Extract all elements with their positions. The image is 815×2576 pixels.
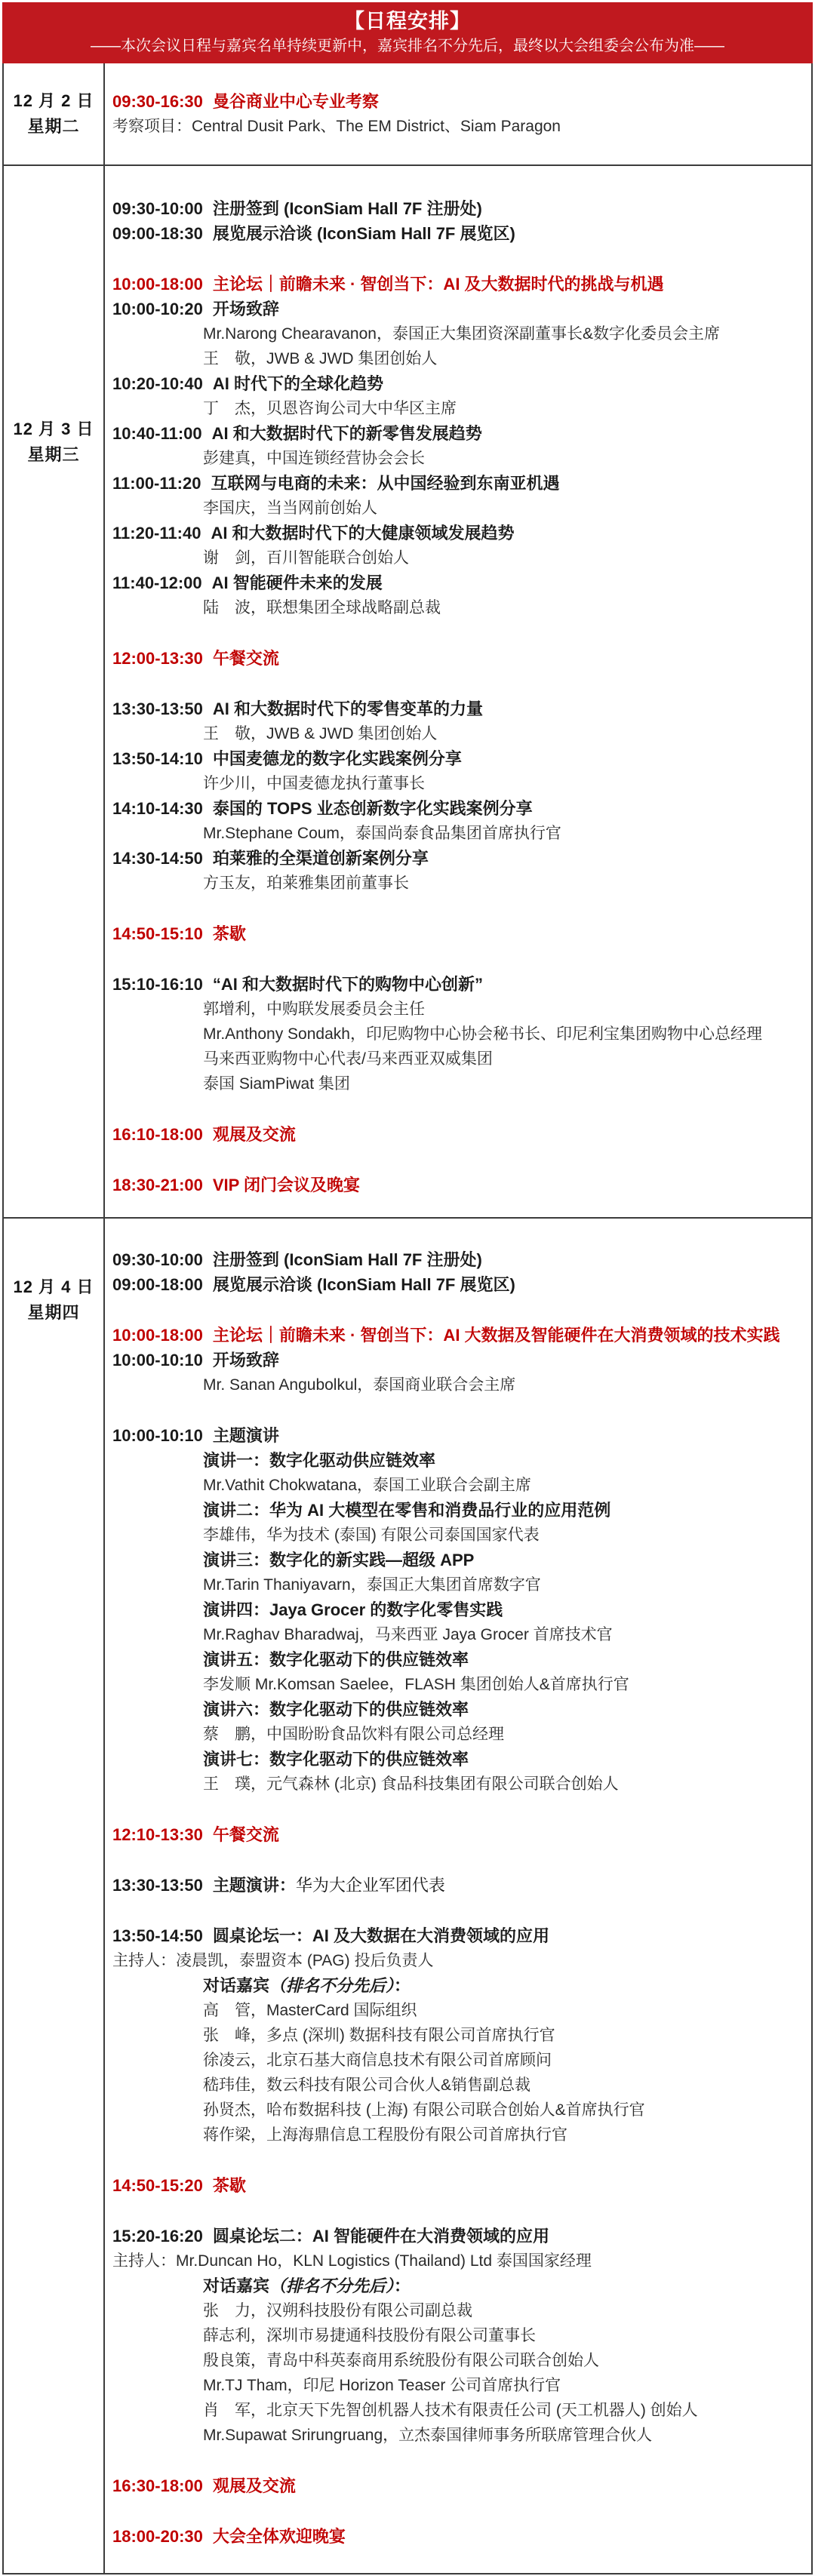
- speaker-name: 李发顺 Mr.Komsan Saelee，FLASH 集团创始人&首席执行官: [203, 1676, 629, 1693]
- ranking-note: （排名不分先后）: [269, 1976, 395, 1995]
- speaker-name: 蒋作梁，上海海鼎信息工程股份有限公司首席执行官: [203, 2126, 567, 2144]
- time-label: 11:40-12:00: [112, 573, 202, 592]
- agenda-line: [203, 1548, 805, 1572]
- session-title: 演讲二：华为 AI 大模型在零售和消费品行业的应用范例: [203, 1501, 611, 1520]
- speaker-name: 王 璞，元气森林 (北京) 食品科技集团有限公司联合创始人: [203, 1775, 619, 1793]
- agenda-line: [112, 2524, 805, 2549]
- time-label: 13:30-13:50: [112, 699, 203, 718]
- speaker-name: 泰国 SiamPiwat 集团: [203, 1075, 350, 1093]
- agenda-line: [203, 2373, 805, 2398]
- agenda-line: [112, 1122, 805, 1147]
- agenda-line: [203, 2098, 805, 2123]
- session-title: 演讲七：数字化驱动下的供应链效率: [203, 1750, 469, 1769]
- agenda-line: [112, 272, 805, 297]
- schedule-table: [2, 63, 813, 2574]
- speaker-name: Mr.Vathit Chokwatana，泰国工业联合会副主席: [203, 1477, 531, 1494]
- session-title: 午餐交流: [212, 1825, 279, 1844]
- schedule-title: 【日程安排】: [344, 10, 471, 32]
- agenda-line: [203, 2298, 805, 2323]
- time-label: 15:10-16:10: [112, 975, 203, 994]
- agenda-line: [203, 2398, 805, 2423]
- time-label: 16:30-18:00: [112, 2476, 203, 2495]
- time-label: 13:30-13:50: [112, 1876, 203, 1895]
- session-title: 观展及交流: [212, 1125, 296, 1144]
- weekday-text: 星期三: [27, 445, 80, 464]
- agenda-line: [203, 1071, 805, 1096]
- date-cell: [4, 166, 105, 1217]
- speaker-name: Mr.TJ Tham，印尼 Horizon Teaser 公司首席执行官: [203, 2377, 561, 2394]
- agenda-line: [203, 721, 805, 746]
- time-label: 18:30-21:00: [112, 1176, 203, 1194]
- date-text: 12 月 4 日: [13, 1277, 94, 1296]
- agenda-line: [112, 1323, 805, 1348]
- agenda-line: [203, 1998, 805, 2023]
- agenda-line: [112, 796, 805, 821]
- time-label: 09:30-16:30: [112, 92, 203, 111]
- speaker-name: 彭建真，中国连锁经营协会会长: [203, 450, 425, 467]
- agenda-line: [203, 821, 805, 846]
- agenda-line: [112, 521, 805, 546]
- agenda-line: [112, 1247, 805, 1272]
- time-label: 09:00-18:30: [112, 224, 203, 243]
- time-label: 10:20-10:40: [112, 374, 203, 393]
- speaker-name: 徐凌云，北京石基大商信息技术有限公司首席顾问: [203, 2052, 552, 2069]
- agenda-line: [203, 871, 805, 896]
- session-title: 主论坛｜前瞻未来 · 智创当下：AI 大数据及智能硬件在大消费领域的技术实践: [212, 1326, 780, 1345]
- ranking-note: （排名不分先后）: [269, 2276, 395, 2295]
- speaker-name: Mr.Narong Chearavanon，泰国正大集团资深副董事长&数字化委员会主席: [203, 325, 720, 343]
- speaker-name: 陆 波，联想集团全球战略副总裁: [203, 599, 441, 616]
- agenda-line: [112, 371, 805, 396]
- agenda-line: [112, 221, 805, 246]
- agenda-line: [203, 396, 805, 421]
- speaker-name: 孙贤杰，哈布数据科技 (上海) 有限公司联合创始人&首席执行官: [203, 2101, 645, 2119]
- session-title: 注册签到 (IconSiam Hall 7F 注册处): [212, 199, 482, 218]
- session-title: 中国麦德龙的数字化实践案例分享: [212, 749, 462, 768]
- agenda-line: [203, 2348, 805, 2373]
- agenda-line: [112, 297, 805, 321]
- agenda-line: [112, 1348, 805, 1373]
- session-title: 演讲六：数字化驱动下的供应链效率: [203, 1700, 469, 1719]
- speaker-name: 马来西亚购物中心代表/马来西亚双威集团: [203, 1050, 493, 1068]
- agenda-line: [203, 2048, 805, 2073]
- date-cell: [4, 63, 105, 164]
- session-title: 主题演讲：: [212, 1876, 296, 1895]
- agenda-line: [203, 771, 805, 796]
- agenda-line: [112, 2473, 805, 2498]
- agenda-line: [203, 1373, 805, 1397]
- date-text: 12 月 3 日: [13, 420, 94, 438]
- session-title: 茶歇: [212, 2176, 246, 2195]
- speaker-name: 殷良策，青岛中科英泰商用系统股份有限公司联合创始人: [203, 2352, 599, 2369]
- agenda-line: [203, 1647, 805, 1672]
- speaker-name: 郭增利，中购联发展委员会主任: [203, 1001, 425, 1018]
- agenda-line: [112, 2224, 805, 2249]
- session-title: “AI 和大数据时代下的购物中心创新”: [212, 975, 483, 994]
- weekday-text: 星期二: [27, 117, 80, 136]
- agenda-line: [112, 1822, 805, 1847]
- agenda-line: [112, 114, 805, 139]
- time-label: 10:00-10:10: [112, 1426, 203, 1445]
- time-label: 14:30-14:50: [112, 849, 203, 868]
- agenda-line: [112, 1173, 805, 1197]
- time-label: 10:40-11:00: [112, 424, 202, 443]
- session-title: 演讲四：Jaya Grocer 的数字化零售实践: [203, 1600, 503, 1619]
- session-title: 大会全体欢迎晚宴: [212, 2527, 346, 2546]
- session-title: 开场致辞: [212, 1351, 279, 1369]
- day-agenda: [105, 1219, 811, 2573]
- time-label: 16:10-18:00: [112, 1125, 203, 1144]
- speaker-name: 丁 杰，贝恩咨询公司大中华区主席: [203, 400, 457, 417]
- agenda-line: [203, 1597, 805, 1622]
- time-label: 09:00-18:00: [112, 1275, 203, 1294]
- date-text: 12 月 2 日: [13, 91, 94, 110]
- agenda-line: [203, 1022, 805, 1047]
- session-title: 曼谷商业中心专业考察: [212, 92, 379, 111]
- time-label: 12:10-13:30: [112, 1825, 203, 1844]
- speaker-name: Mr. Sanan Angubolkul，泰国商业联合会主席: [203, 1376, 516, 1394]
- agenda-line: [203, 1973, 805, 1998]
- speaker-name: 肖 军，北京天下先智创机器人技术有限责任公司 (天工机器人) 创始人: [203, 2402, 698, 2419]
- speaker-name: 张 峰，多点 (深圳) 数据科技有限公司首席执行官: [203, 2027, 555, 2044]
- session-title: 圆桌论坛一：AI 及大数据在大消费领域的应用: [212, 1926, 549, 1945]
- agenda-line: [112, 846, 805, 871]
- day-agenda: [105, 63, 811, 164]
- agenda-line: [112, 196, 805, 221]
- agenda-line: [112, 646, 805, 671]
- time-label: 15:20-16:20: [112, 2227, 203, 2246]
- speaker-name: 华为大企业军团代表: [295, 1876, 445, 1895]
- agenda-line: [203, 2073, 805, 2098]
- agenda-line: [112, 696, 805, 721]
- agenda-line: [203, 1473, 805, 1498]
- day-agenda: [105, 166, 811, 1217]
- speaker-name: Mr.Stephane Coum，泰国尚泰食品集团首席执行官: [203, 825, 561, 842]
- date-cell: [4, 1219, 105, 2573]
- time-label: 11:20-11:40: [112, 524, 201, 543]
- time-label: 09:30-10:00: [112, 199, 203, 218]
- time-label: 10:00-10:10: [112, 1351, 203, 1369]
- speaker-name: 张 力，汉朔科技股份有限公司副总裁: [203, 2302, 472, 2319]
- schedule-document: [2, 0, 813, 2574]
- session-title: 对话嘉宾: [203, 2276, 270, 2295]
- agenda-line: [203, 2123, 805, 2147]
- speaker-name: 方玉友，珀莱雅集团前董事长: [203, 875, 409, 892]
- agenda-line: [203, 1047, 805, 1071]
- session-title: 展览展示洽谈 (IconSiam Hall 7F 展览区): [212, 224, 515, 243]
- agenda-line: [112, 570, 805, 595]
- agenda-line: [112, 1272, 805, 1297]
- agenda-line: [203, 1747, 805, 1772]
- time-label: 12:00-13:30: [112, 649, 203, 668]
- session-title: 注册签到 (IconSiam Hall 7F 注册处): [212, 1250, 482, 1269]
- agenda-line: [203, 1722, 805, 1747]
- agenda-line: [203, 997, 805, 1022]
- speaker-name: 李国庆，当当网前创始人: [203, 500, 377, 517]
- speaker-name: Mr.Raghav Bharadwaj，马来西亚 Jaya Grocer 首席技术官: [203, 1626, 613, 1643]
- agenda-line: [203, 1672, 805, 1697]
- speaker-name: 蔡 鹏，中国盼盼食品饮料有限公司总经理: [203, 1726, 504, 1743]
- agenda-line: [112, 1873, 805, 1898]
- session-title: AI 和大数据时代下的大健康领域发展趋势: [211, 524, 515, 543]
- session-title: 演讲五：数字化驱动下的供应链效率: [203, 1650, 469, 1669]
- session-title: 主论坛｜前瞻未来 · 智创当下：AI 及大数据时代的挑战与机遇: [212, 275, 664, 294]
- agenda-line: [112, 921, 805, 946]
- speaker-name: Mr.Supawat Srirungruang，立杰泰国律师事务所联席管理合伙人: [203, 2427, 653, 2444]
- agenda-line: [203, 2423, 805, 2448]
- agenda-line: [203, 1697, 805, 1722]
- weekday-text: 星期四: [27, 1303, 80, 1322]
- session-title: 开场致辞: [212, 300, 279, 318]
- agenda-line: [112, 2173, 805, 2198]
- session-title: AI 时代下的全球化趋势: [212, 374, 383, 393]
- agenda-line: [112, 421, 805, 446]
- speaker-name: 主持人：Mr.Duncan Ho，KLN Logistics (Thailand) Ltd 泰国国家经理: [112, 2252, 592, 2270]
- speaker-name: 主持人：凌晨凯，泰盟资本 (PAG) 投后负责人: [112, 1952, 434, 1969]
- speaker-name: 考察项目：Central Dusit Park、The EM District、Siam Paragon: [112, 118, 561, 135]
- session-title: 主题演讲: [212, 1426, 279, 1445]
- speaker-name: 王 敬，JWB & JWD 集团创始人: [203, 350, 438, 367]
- time-label: 10:00-18:00: [112, 1326, 203, 1345]
- session-title: 展览展示洽谈 (IconSiam Hall 7F 展览区): [212, 1275, 515, 1294]
- agenda-line: [203, 1498, 805, 1523]
- time-label: 13:50-14:50: [112, 1926, 203, 1945]
- agenda-line: [203, 1572, 805, 1597]
- session-title: 茶歇: [212, 924, 246, 943]
- session-title: 观展及交流: [212, 2476, 296, 2495]
- time-label: 10:00-18:00: [112, 275, 203, 294]
- session-title: ：: [394, 1976, 411, 1995]
- speaker-name: Mr.Anthony Sondakh，印尼购物中心协会秘书长、印尼利宝集团购物中心总经理: [203, 1025, 762, 1043]
- time-label: 13:50-14:10: [112, 749, 203, 768]
- session-title: 午餐交流: [212, 649, 279, 668]
- time-label: 11:00-11:20: [112, 474, 201, 493]
- agenda-line: [112, 1923, 805, 1948]
- speaker-name: 谢 剑，百川智能联合创始人: [203, 549, 409, 567]
- agenda-line: [112, 89, 805, 114]
- session-title: 泰国的 TOPS 业态创新数字化实践案例分享: [212, 799, 533, 818]
- time-label: 14:50-15:10: [112, 924, 203, 943]
- day-row: [4, 164, 811, 1217]
- agenda-line: [203, 2023, 805, 2048]
- agenda-line: [203, 1523, 805, 1548]
- session-title: 珀莱雅的全渠道创新案例分享: [212, 849, 429, 868]
- schedule-subtitle: ——本次会议日程与嘉宾名单持续更新中，嘉宾排名不分先后，最终以大会组委会公布为准——: [91, 38, 724, 54]
- agenda-line: [203, 1448, 805, 1473]
- schedule-banner: [2, 2, 813, 63]
- session-title: 互联网与电商的未来：从中国经验到东南亚机遇: [211, 474, 560, 493]
- session-title: ：: [394, 2276, 411, 2295]
- agenda-line: [203, 321, 805, 346]
- agenda-line: [112, 471, 805, 496]
- agenda-line: [203, 496, 805, 521]
- session-title: 圆桌论坛二：AI 智能硬件在大消费领域的应用: [212, 2227, 549, 2246]
- speaker-name: 薛志利，深圳市易捷通科技股份有限公司董事长: [203, 2327, 536, 2344]
- agenda-line: [112, 972, 805, 997]
- time-label: 18:00-20:30: [112, 2527, 203, 2546]
- session-title: AI 和大数据时代下的零售变革的力量: [212, 699, 483, 718]
- agenda-line: [203, 446, 805, 471]
- agenda-line: [203, 1772, 805, 1797]
- speaker-name: 王 敬，JWB & JWD 集团创始人: [203, 725, 438, 742]
- agenda-line: [112, 1948, 805, 1973]
- agenda-line: [112, 1423, 805, 1448]
- speaker-name: 许少川，中国麦德龙执行董事长: [203, 775, 425, 792]
- time-label: 10:00-10:20: [112, 300, 203, 318]
- agenda-line: [112, 2249, 805, 2273]
- session-title: 演讲三：数字化的新实践—超级 APP: [203, 1551, 475, 1569]
- agenda-line: [203, 2273, 805, 2298]
- time-label: 09:30-10:00: [112, 1250, 203, 1269]
- session-title: 对话嘉宾: [203, 1976, 270, 1995]
- speaker-name: 嵇玮佳，数云科技有限公司合伙人&销售副总裁: [203, 2076, 531, 2094]
- session-title: 演讲一：数字化驱动供应链效率: [203, 1451, 436, 1470]
- agenda-line: [203, 346, 805, 371]
- agenda-line: [203, 595, 805, 620]
- session-title: AI 和大数据时代下的新零售发展趋势: [211, 424, 482, 443]
- session-title: VIP 闭门会议及晚宴: [212, 1176, 361, 1194]
- speaker-name: 高 管，MasterCard 国际组织: [203, 2002, 417, 2019]
- agenda-line: [112, 746, 805, 771]
- time-label: 14:50-15:20: [112, 2176, 203, 2195]
- agenda-line: [203, 1622, 805, 1647]
- agenda-line: [203, 546, 805, 570]
- day-row: [4, 63, 811, 164]
- session-title: AI 智能硬件未来的发展: [211, 573, 383, 592]
- time-label: 14:10-14:30: [112, 799, 203, 818]
- day-row: [4, 1217, 811, 2573]
- speaker-name: 李雄伟，华为技术 (泰国) 有限公司泰国国家代表: [203, 1526, 540, 1544]
- agenda-line: [203, 2323, 805, 2348]
- speaker-name: Mr.Tarin Thaniyavarn，泰国正大集团首席数字官: [203, 1576, 541, 1594]
